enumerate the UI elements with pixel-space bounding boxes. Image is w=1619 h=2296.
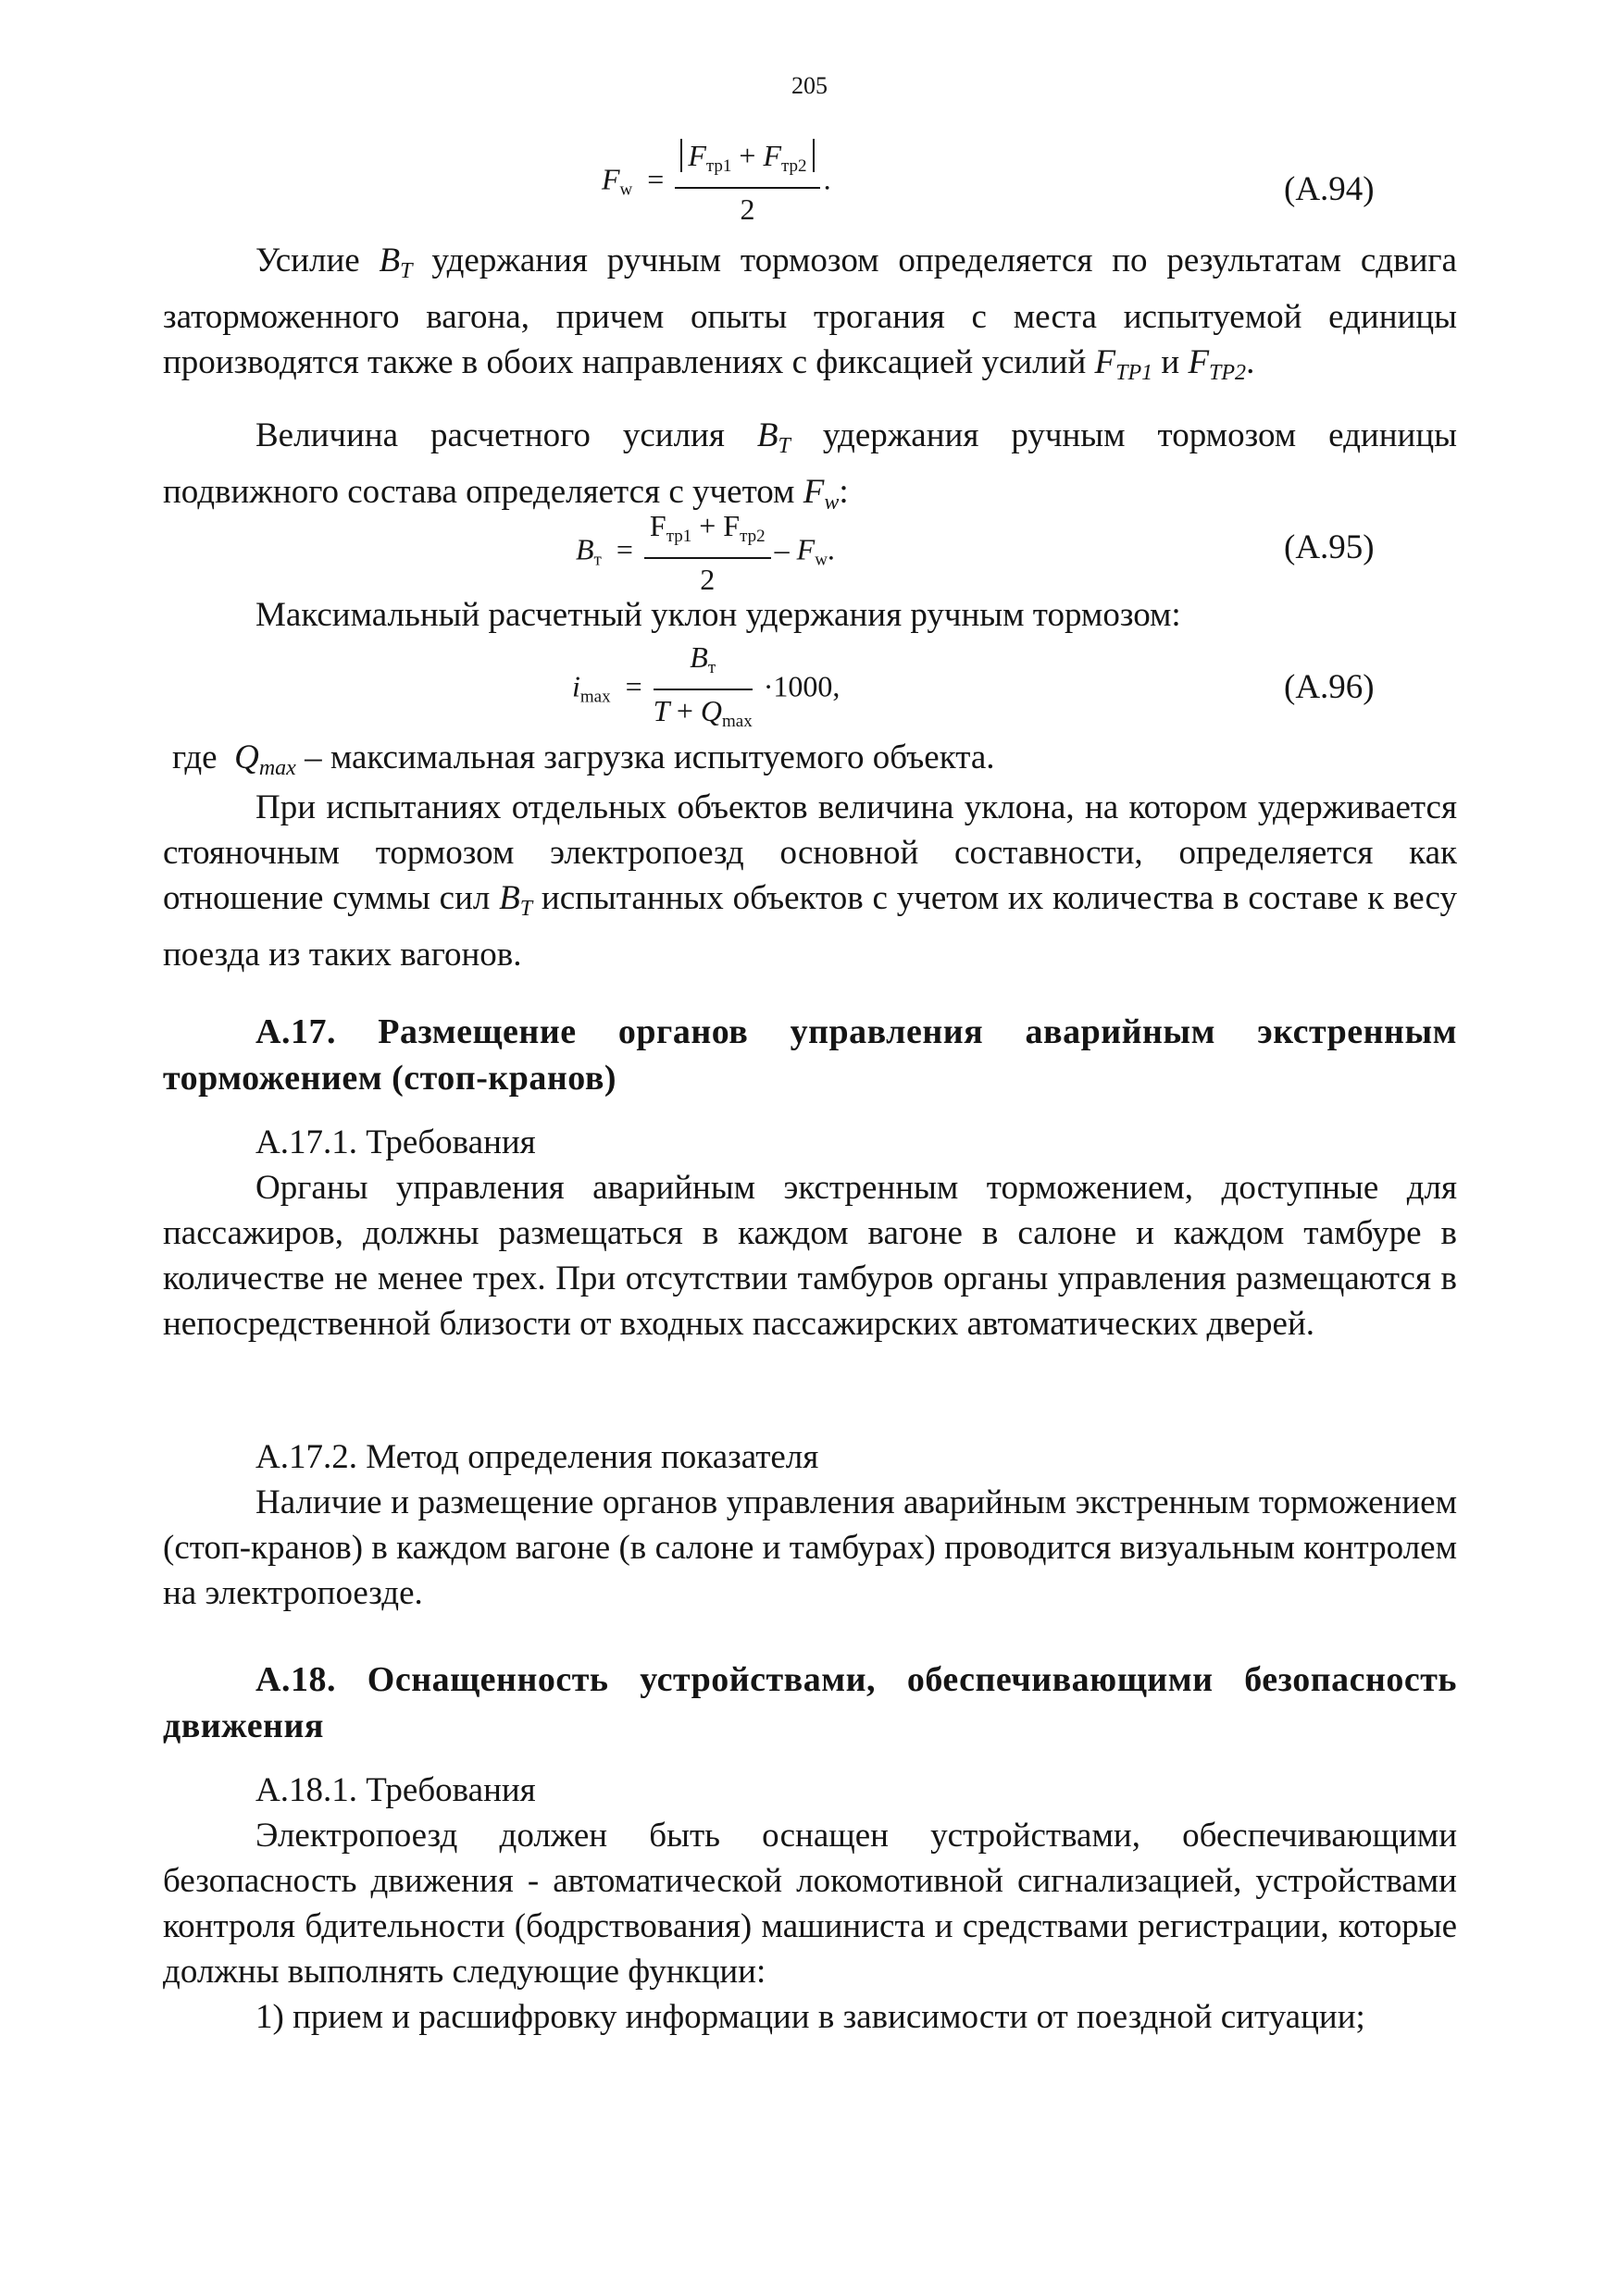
paragraph-separate-objects: При испытаниях отдельных объектов величина уклона, на котором удерживается стояночным тормозом электропоезд основной составности, определяется как отношение суммы сил BT испытанных объектов с учетом их количества в составе к весу поезда из таких вагонов.	[163, 788, 1457, 974]
where-clause: где Qmax – максимальная загрузка испытуемого объекта.	[172, 738, 995, 780]
paragraph-a17-1: Органы управления аварийным экстренным торможением, доступные для пассажиров, должны размещаться в каждом вагоне в салоне и каждом тамбуре в количестве не менее трех. При отсутствии тамбуров органы управления размещаются в непосредственной близости от входных пассажирских автоматических дверей.	[163, 1169, 1457, 1343]
paragraph-a17-2: Наличие и размещение органов управления аварийным экстренным торможением (стоп-кранов) в каждом вагоне (в салоне и тамбурах) проводится визуальным контролем на электропоезде.	[163, 1483, 1457, 1612]
subheading-a17-1: А.17.1. Требования	[255, 1123, 536, 1161]
paragraph-a18-1: Электропоезд должен быть оснащен устройствами, обеспечивающими безопасность движения - автоматической локомотивной сигнализацией, устройствами контроля бдительности (бодрствования) машиниста и средствами регистрации, которые должны выполнять следующие функции:	[163, 1817, 1457, 1991]
paragraph-max-slope: Максимальный расчетный уклон удержания ручным тормозом:	[255, 596, 1181, 634]
equation-a96-label: (А.96)	[1284, 668, 1375, 706]
equation-a95-label: (А.95)	[1284, 528, 1375, 566]
list-item-1: 1) прием и расшифровку информации в зависимости от поездной ситуации;	[255, 1998, 1365, 2036]
subheading-a17-2: А.17.2. Метод определения показателя	[255, 1438, 819, 1476]
paragraph-hand-brake-force: Усилие BT удержания ручным тормозом определяется по результатам сдвига заторможенного вагона, причем опыты трогания с места испытуемой единицы производятся также в обоих направлениях с фиксацией усилий FTP1 и FTP2.	[163, 242, 1457, 385]
heading-a17: А.17. Размещение органов управления аварийным экстренным торможением (стоп-кранов)	[163, 1012, 1457, 1098]
heading-a18: А.18. Оснащенность устройствами, обеспечивающими безопасность движения	[163, 1660, 1457, 1745]
equation-a94-label: (А.94)	[1284, 170, 1375, 208]
equation-a94: $F_w$ = $\frac{F_{тр1} + F_{тр2}}{2}$ .	[602, 139, 831, 226]
equation-a96: $i_{max}$ = $\frac{B_т}{T + Q_{max}}$ ·1000,	[572, 640, 841, 731]
page-number: 205	[791, 72, 828, 99]
paragraph-design-force: Величина расчетного усилия BT удержания ручным тормозом единицы подвижного состава определяется с учетом Fw:	[163, 416, 1457, 515]
subheading-a18-1: А.18.1. Требования	[255, 1771, 536, 1809]
equation-a95: $B_т$ = $\frac{F_{тр1} + F_{тр2}}{2}$ – $F_w$.	[576, 509, 835, 596]
